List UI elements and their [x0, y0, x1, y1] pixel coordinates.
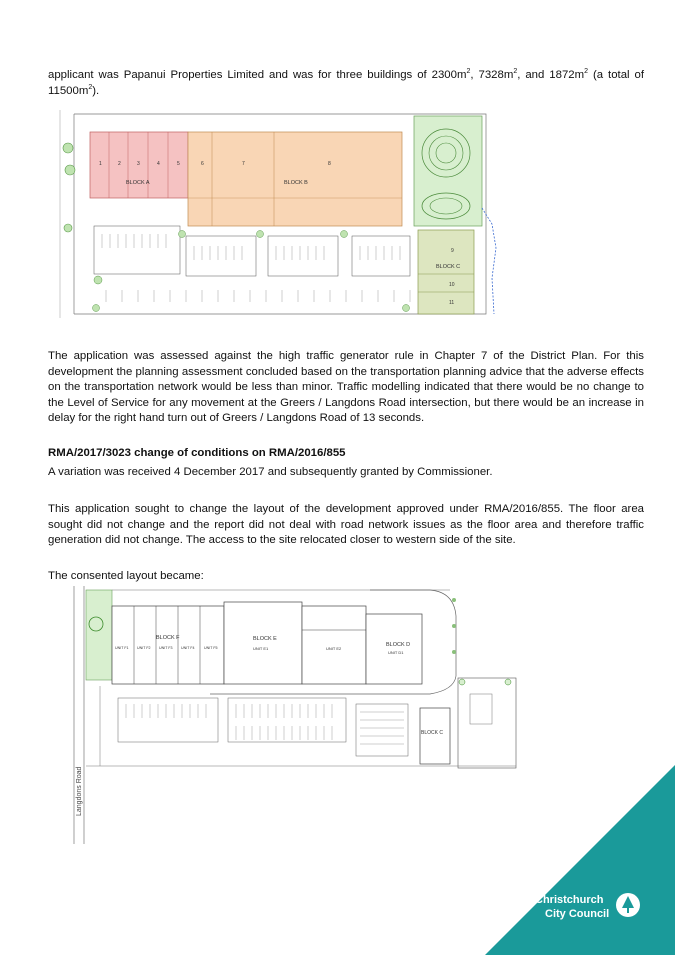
block-e2-area [302, 606, 366, 684]
unit-label: 7 [242, 161, 245, 167]
block-b-label: BLOCK B [284, 180, 308, 186]
block-a-label: BLOCK A [126, 180, 150, 186]
layout-change-paragraph: This application sought to change the layout of the development approved under RMA/2016/855. The floor area sought did not change and the report did not deal with road network issues as the floor area and therefore traffic generation did not change. The access to the site relocated closer to western side of the site. [48, 503, 644, 546]
unit-label: UNIT F5 [204, 646, 218, 650]
tree-icon [89, 617, 103, 631]
section-heading: RMA/2017/3023 change of conditions on RMA/2016/855 [48, 447, 346, 459]
corner-triangle [485, 765, 675, 955]
unit-label: UNIT F2 [137, 646, 151, 650]
tree-icon [65, 165, 75, 175]
unit-label: UNIT F4 [181, 646, 195, 650]
unit-label: 10 [449, 282, 455, 288]
block-f-label: BLOCK F [156, 635, 180, 641]
unit-label: UNIT F3 [159, 646, 173, 650]
unit-label: 9 [451, 248, 454, 254]
block-e-label: BLOCK E [253, 636, 277, 642]
block-b-area [188, 132, 402, 226]
block-d-area [366, 614, 422, 684]
tree-icon [63, 143, 73, 153]
unit-label: 1 [99, 161, 102, 167]
logo-line-2: City Council [545, 908, 610, 920]
unit-label: 11 [449, 300, 455, 306]
tree-icon [64, 224, 72, 232]
consented-caption: The consented layout became: [48, 570, 204, 582]
block-c-area [418, 230, 474, 314]
unit-label: 6 [201, 161, 204, 167]
unit-label: UNIT E1 [253, 646, 269, 651]
block-c-label: BLOCK C [421, 730, 443, 736]
unit-label: 3 [137, 161, 140, 167]
landscaped-area [414, 116, 482, 226]
site-plan-consented [70, 586, 520, 844]
unit-label: 4 [157, 161, 160, 167]
site-plan-original [46, 108, 504, 320]
variation-paragraph: A variation was received 4 December 2017 and subsequently granted by Commissioner. [48, 466, 493, 478]
unit-label: 5 [177, 161, 180, 167]
intro-paragraph: applicant was Papanui Properties Limited and was for three buildings of $2300m^2$, $7328m^2$, and $1872m^2$ (a total of $11500m^2$). [48, 68, 645, 97]
council-logo-icon [616, 893, 640, 917]
unit-label: UNIT F1 [115, 646, 129, 650]
block-d-label: BLOCK D [386, 642, 411, 648]
block-c-area [420, 708, 450, 764]
road-label: Langdons Road [76, 766, 83, 816]
unit-label: 2 [118, 161, 121, 167]
block-c-label: BLOCK C [436, 264, 461, 270]
block-f-area [112, 606, 224, 684]
block-e-area [224, 602, 302, 684]
assessment-paragraph: The application was assessed against the high traffic generator rule in Chapter 7 of the District Plan. For this development the planning assessment concluded based on the transportation planning advice that the adverse effects on the transportation network would be less than minor. Traffic modelling indicated that there would be no change to the Level of Service for any movement at the Greers / Langdons Road intersection, but there would be an increase in delay for the right hand turn out of Greers / Langdons Road of 13 seconds. [48, 350, 644, 424]
unit-label: UNIT D1 [388, 650, 404, 655]
logo-line-1: Christchurch [535, 894, 604, 906]
unit-label: UNIT E2 [326, 646, 342, 651]
unit-label: 8 [328, 161, 331, 167]
